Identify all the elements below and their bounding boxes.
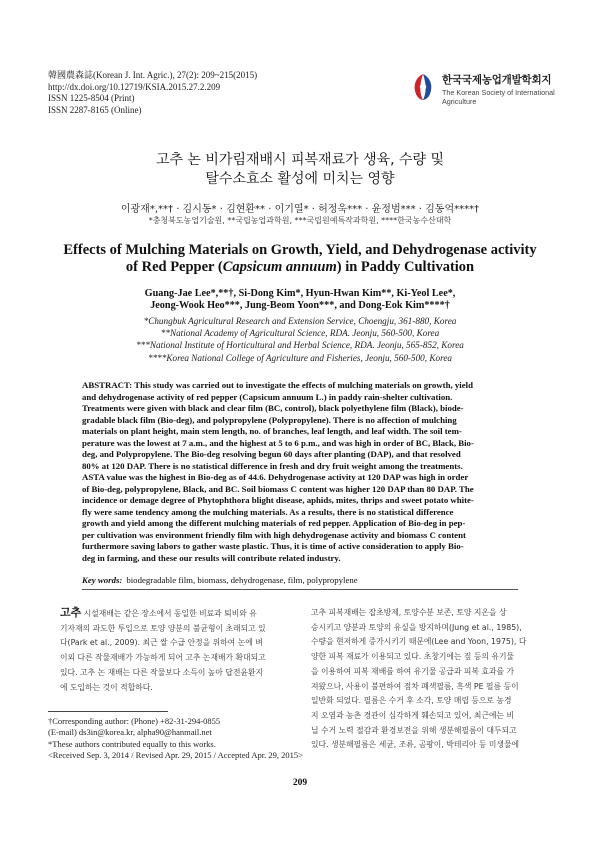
abstract-line: of Bio-deg, polypropylene, Black, and BC. Soil biomass C content was higher 120 DAP than 80 DAP. The [82, 483, 474, 494]
abstract [82, 380, 518, 564]
lead-word: 고추 [60, 606, 82, 619]
english-title-pre: of Red Pepper ( [125, 259, 223, 275]
body-line: 일반화 되었다. 필름은 수거 후 소각, 토양 매립 등으로 농경 [311, 696, 512, 706]
body-line: 이외 다른 작물재배가 가능하게 되어 고추 논재배가 확대되고 [60, 653, 266, 663]
body-line [60, 606, 290, 622]
journal-header [48, 70, 257, 116]
korean-title-line2: 탈수소효소 활성에 미치는 영향 [205, 171, 395, 187]
society-emblem-icon [410, 72, 436, 102]
footnote-line: (E-mail) ds3in@korea.kr, alpha90@hanmail.net [48, 727, 212, 738]
body-right-column [311, 606, 541, 753]
english-title-post: ) in Paddy Cultivation [336, 259, 475, 275]
society-name-en-line2: Agriculture [442, 97, 477, 106]
korean-title-line1: 고추 논 비가림재배시 피복재료가 생육, 수량 및 [155, 152, 445, 168]
body-line: 수량을 현저하게 증가시키기 때문에(Lee and Yoon, 1975), 다 [311, 637, 527, 647]
abstract-line: deg, and Polypropylene. The Bio-deg resolving begun 60 days after planting (DAP), and that resolved [82, 449, 461, 459]
abstract-line: ABSTRACT: This study was carried out to investigate the effects of mulching materials on growth, yield [82, 380, 473, 390]
body-line: 에 도입하는 것이 적합하다. [60, 682, 153, 692]
body-line: 고추 피복재배는 잡초방제, 토양수분 보존, 토양 지온을 상 [311, 608, 507, 617]
body-line: 닐 수거 노력 절감과 환경보전을 위해 생분해필름이 대두되고 [311, 725, 517, 735]
body-line: 승시키고 양분과 토양의 유실을 방지하며(Jung et al., 1985), [311, 622, 522, 632]
affiliation-line: **National Academy of Agricultural Science, RDA. Jeonju, 560-500, Korea [160, 328, 440, 339]
body-line-text: 시설재배는 같은 장소에서 동일한 비료과 퇴비와 유 [81, 609, 257, 618]
abstract-line: incidence or demage degree of Phytophthora blight disease, aphids, mites, thrips and sweet potato white- [82, 495, 474, 505]
footnote-line: <Received Sep. 3, 2014 / Revised Apr. 29, 2015 / Accepted Apr. 29, 2015> [48, 750, 303, 761]
abstract-line: ASTA value was the highest in Bio-deg as of 44.6. Dehydrogenase activity at 120 DAP was high in order [82, 472, 469, 482]
issn-print: ISSN 1225-8504 (Print) [48, 93, 135, 103]
society-name-en-line1: The Korean Society of International [442, 88, 555, 97]
footnote-line: *These authors contributed equally to this works. [48, 738, 216, 749]
issn-online: ISSN 2287-8165 (Online) [48, 104, 142, 115]
korean-authors: 이광재*,**† · 김시동* · 김현환** · 이기열* · 허정욱*** · 윤정범*** · 김동억****† [120, 204, 480, 215]
abstract-line: per cultivation was environment friendly film with high dehydrogenase activity and biomass C content [82, 529, 466, 540]
affiliation-line: *Chungbuk Agricultural Research and Extension Service, Choengju, 361-880, Korea [143, 316, 457, 326]
body-line: 있다. 생분해필름은 세균, 조류, 곰팡이, 박테리아 등 미생물에 [311, 740, 520, 750]
body-line: 을 이용하여 피복 재배를 하여 유기물 공급과 피복 효과를 가 [311, 666, 515, 676]
korean-affiliations: *충청북도농업기술원, **국립농업과학원, ***국립원예특작과학원, ****한국농수산대학 [148, 216, 452, 225]
keywords-label: Key words: [82, 575, 123, 585]
abstract-line: materials on plant height, main stem length, no. of branches, leaf length, and leaf width. The soil tem- [82, 426, 462, 436]
abstract-line: growth and yield among the different mulching materials of red pepper. Application of Bio-deg in pep- [82, 518, 466, 528]
footnote-divider [48, 711, 168, 712]
english-authors-line1: Guang-Jae Lee*,**†, Si-Dong Kim*, Hyun-Hwan Kim**, Ki-Yeol Lee*, [144, 288, 456, 299]
abstract-line: furthermore saving labors to gather waste plastic. Thus, it is time of active consideration to apply Bio- [82, 541, 464, 551]
journal-citation: 韓國農森誌(Korean J. Int. Agric.), 27(2): 209~215(2015) [48, 70, 258, 80]
society-logo [410, 68, 570, 116]
society-name-kr: 한국국제농업개발학회지 [442, 74, 552, 86]
english-authors-line2: Jeong-Wook Heo***, Jung-Beom Yoon***, and Dong-Eok Kim****† [150, 300, 450, 311]
body-line: 양한 피복 재료가 이용되고 있다. 초창기에는 짚 등의 유기물 [311, 652, 515, 662]
species-name: Capsicum annuum [222, 259, 337, 275]
body-left-column [60, 606, 290, 695]
abstract-line: 80% at 120 DAP. There is no statistical difference in fresh and dry fruit weight among the treatments. [82, 460, 463, 471]
abstract-line: perature was the lowest at 7 a.m., and the highest at 5 to 6 p.m., and was high in order of BC, Black, Bio- [82, 437, 474, 448]
abstract-line: fly were same tendency among the mulching materials. As a results, there is no statistical difference [82, 506, 454, 517]
keywords [82, 575, 518, 585]
abstract-line: gradable black film (Bio-deg), and polypropylene (Polypropylene). There is no affection of mulching [82, 414, 457, 425]
abstract-line: Treatments were given with black and clear film (BC, control), black polyethylene film (Black), biode- [82, 403, 464, 413]
page-number: 209 [292, 778, 308, 788]
english-title-line1: Effects of Mulching Materials on Growth, Yield, and Dehydrogenase activity [63, 242, 537, 258]
footnote-line: †Corresponding author: (Phone) +82-31-294-0855 [48, 716, 221, 726]
affiliation-line: ***National Institute of Horticultural and Herbal Science, RDA. Jeonju, 565-852, Korea [136, 340, 464, 351]
body-line: 지 오염과 농촌 경관이 심각하게 훼손되고 있어, 최근에는 비 [311, 710, 515, 720]
body-line: 다(Park et al., 2009). 최근 쌀 수급 안정을 위하여 논에 벼 [60, 638, 263, 648]
abstract-line: and dehydrogenase activity of red pepper (Capsicum annuum L.) in paddy rain-shelter cultivation. [82, 391, 453, 402]
body-line: 있다. 고추 논 재배는 다른 작물보다 소득이 높아 답전윤환지 [60, 667, 264, 677]
english-title-line2 [0, 259, 600, 276]
body-line: 기자재의 과도한 투입으로 토양 양분의 불균형이 초래되고 있 [60, 623, 266, 633]
english-affiliations [0, 315, 600, 364]
keywords-list: biodegradable film, biomass, dehydrogenase, film, polypropylene [126, 575, 358, 585]
abstract-divider [82, 589, 518, 590]
affiliation-line: ****Korea National College of Agriculture and Fisheries, Jeonju, 560-500, Korea [147, 352, 452, 363]
abstract-line: deg in farming, and these our results will contribute related industry. [82, 552, 341, 563]
body-line: 져왔으나, 사용이 불편하여 점차 폐색필름, 흑색 PE 필름 등이 [311, 681, 519, 691]
doi-link[interactable]: http://dx.doi.org/10.12719/KSIA.2015.27.2.209 [48, 81, 221, 92]
footnotes [48, 716, 303, 762]
